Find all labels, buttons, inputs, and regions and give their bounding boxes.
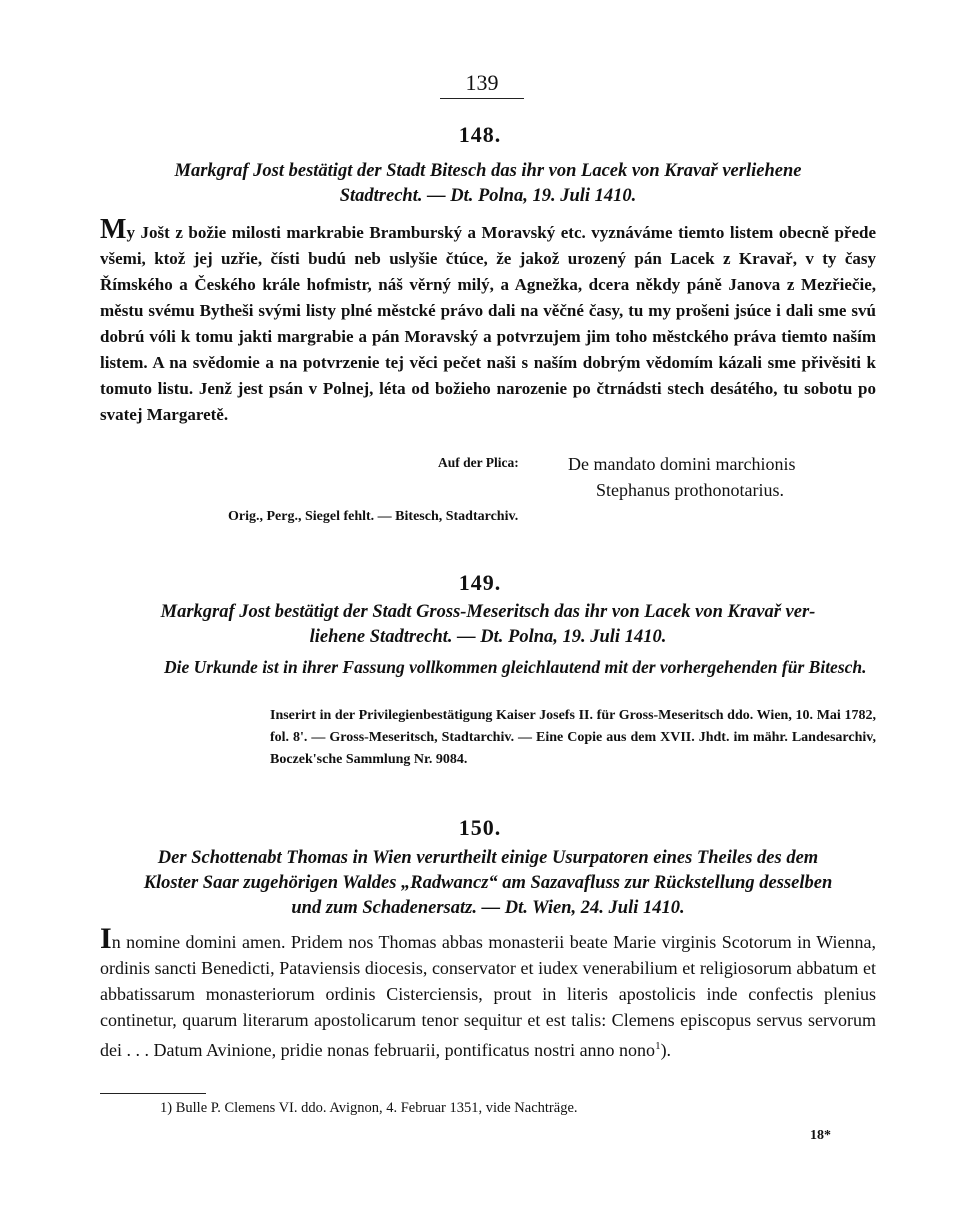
doc-148-number: 148. xyxy=(458,122,502,147)
doc-150-heading-line3: und zum Schadenersatz. — Dt. Wien, 24. Juli 1410. xyxy=(291,898,685,918)
footnote xyxy=(160,1100,578,1117)
doc-150-body-text: n nomine domini amen. Pridem nos Thomas abbas monasterii beate Marie virginis Scotorum in Wienna, ordinis sancti Benedicti, Pataviensis diocesis, conservator et iudex venerabilium et religiosorum abbatum et abbatissarum monasteriorum ordinis Cisterciensis, prout in literis apostolicis inde confectis plenius continetur, quarum literarum apostolicarum tenor sequitur et est talis: Clemens episcopus servus servorum dei . . . Datum Avinione, pridie nonas februarii, pontificatus nostri anno nono xyxy=(100,932,876,1060)
doc-149-note: Die Urkunde ist in ihrer Fassung vollkommen gleichlautend mit der vorhergehenden für Bitesch. xyxy=(164,657,867,677)
doc-149-heading xyxy=(100,600,876,650)
doc-148-body-text: y Jošt z božie milosti markrabie Bramburský a Moravský etc. vyznáváme tiemto listem obecně přede všemi, ktož jej uzřie, čísti budú neb uslyšie čtúce, že jakož urozený pán Lacek z Kravař, v ty časy Římského a Českého krále hofmistr, náš věrný milý, a Agnežka, dcera někdy páně Janova z Mezřiečie, městu svému Bytheši svými listy plné městcké právo dali na věčné časy, tu my prošeni jsúce i dali sme svú dobrú vóli k tomu jakti margrabie a pán Moravský a potvrzujem jim toho městckého práva tiemto naším listem. A na svědomie a na potvrzenie tej věci pečet naši s naším dobrým vědomím kázali sme přivěsiti k tomuto listu. Jenž jest psán v Polnej, léta od božieho narozenie po čtrnádsti stech desátého, tu sobotu po svatej Margaretě. xyxy=(100,223,876,424)
doc-149-number: 149. xyxy=(458,570,502,595)
plica-line1: De mandato domini marchionis xyxy=(568,454,796,474)
doc-150-heading-line1: Der Schottenabt Thomas in Wien verurtheilt einige Usurpatoren eines Theiles des dem xyxy=(157,848,819,868)
plica-text xyxy=(568,451,795,503)
doc-148-heading-line1: Markgraf Jost bestätigt der Stadt Bitesch das ihr von Lacek von Kravař verliehene xyxy=(174,161,802,181)
footnote-marker: 1) xyxy=(160,1100,173,1116)
plica-line2: Stephanus prothonotarius. xyxy=(596,480,784,500)
doc-150-body xyxy=(100,922,876,1063)
doc-150-body-end: ). xyxy=(660,1040,672,1060)
doc-148-source: Orig., Perg., Siegel fehlt. — Bitesch, Stadtarchiv. xyxy=(228,509,519,524)
footnote-reference: 1 xyxy=(655,1040,661,1052)
page-number: 139 xyxy=(465,70,499,95)
page-number-rule xyxy=(440,98,524,99)
doc-150-number: 150. xyxy=(458,815,502,840)
signature-mark: 18* xyxy=(810,1128,831,1143)
doc-150-heading-line2: Kloster Saar zugehörigen Waldes „Radwancz“ am Sazavafluss zur Rückstellung desselben xyxy=(143,873,833,893)
doc-149-heading-line2: liehene Stadtrecht. — Dt. Polna, 19. Juli 1410. xyxy=(309,627,667,647)
plica-label: Auf der Plica: xyxy=(438,455,519,470)
doc-149-heading-line1: Markgraf Jost bestätigt der Stadt Gross-Meseritsch das ihr von Lacek von Kravař ver- xyxy=(160,602,816,622)
footnote-text: Bulle P. Clemens VI. ddo. Avignon, 4. Februar 1351, vide Nachträge. xyxy=(175,1100,578,1116)
doc-149-source: Inserirt in der Privilegienbestätigung Kaiser Josefs II. für Gross-Meseritsch ddo. Wien, 10. Mai 1782, fol. 8'. — Gross-Meseritsch, Stadtarchiv. — Eine Copie aus dem XVII. Jhdt. im mähr. Landesarchiv, Boczek'sche Sammlung Nr. 9084. xyxy=(270,708,876,767)
doc-150-heading xyxy=(100,846,876,921)
footnote-rule xyxy=(100,1093,206,1094)
doc-148-heading-line2: Stadtrecht. — Dt. Polna, 19. Juli 1410. xyxy=(339,186,637,206)
doc-150-dropcap: I xyxy=(100,922,112,955)
doc-148-heading xyxy=(100,159,876,209)
doc-148-dropcap: M xyxy=(100,214,127,245)
doc-148-body xyxy=(100,214,876,428)
